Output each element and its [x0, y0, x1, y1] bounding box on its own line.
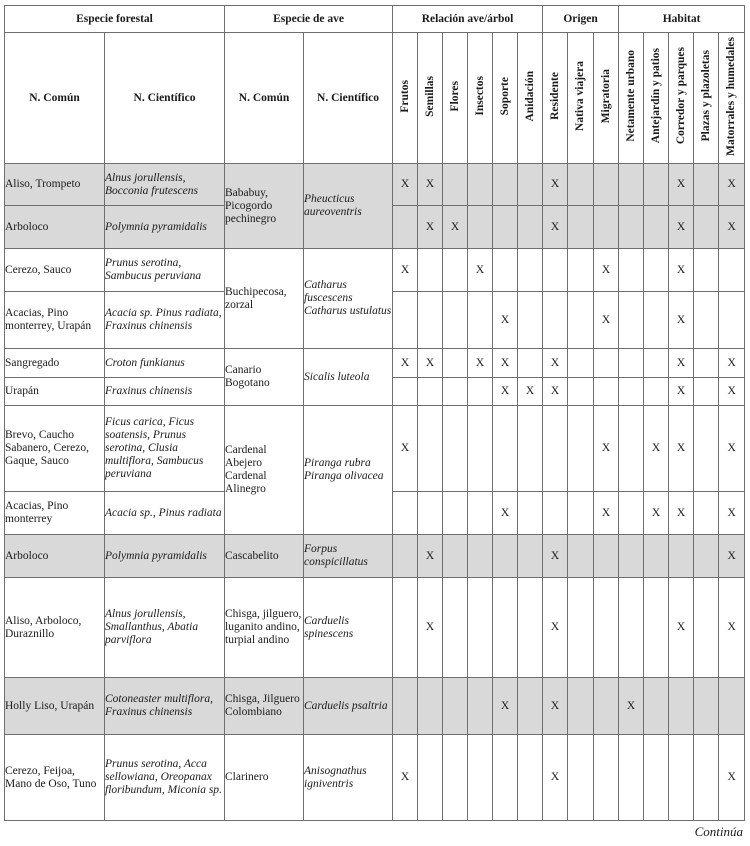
tree-common-name: Acacias, Pino monterrey — [5, 492, 105, 535]
flag-cell — [694, 535, 719, 578]
flag-cell — [418, 678, 443, 735]
continua-label: Continúa — [694, 824, 743, 839]
flag-cell: X — [493, 678, 518, 735]
flag-cell — [443, 349, 468, 378]
bird-scientific-name: Carduelis psaltria — [304, 678, 393, 735]
flag-cell — [468, 292, 493, 349]
flag-cell: X — [719, 735, 745, 821]
header-flag-label: Nativa viajera — [574, 61, 587, 131]
tree-common-name: Holly Liso, Urapán — [5, 678, 105, 735]
flag-cell — [719, 292, 745, 349]
flag-cell — [468, 378, 493, 406]
bird-scientific-name: Piranga rubra Piranga olivacea — [304, 406, 393, 535]
flag-cell — [518, 164, 543, 206]
header-flag-label: Corredor y parques — [674, 47, 687, 145]
flag-cell — [694, 378, 719, 406]
table-row — [5, 349, 745, 378]
header-flag-label: Anidación — [523, 70, 536, 122]
flag-cell — [669, 535, 694, 578]
flag-cell — [719, 678, 745, 735]
tree-scientific-name: Fraxinus chinensis — [105, 378, 225, 406]
flag-cell — [568, 292, 594, 349]
flag-cell — [393, 292, 418, 349]
flag-cell: X — [669, 349, 694, 378]
header-flag-column — [568, 33, 594, 164]
flag-cell — [619, 378, 644, 406]
bird-tree-relation-table — [4, 5, 745, 821]
tree-scientific-name: Polymnia pyramidalis — [105, 206, 225, 249]
bird-common-name: Clarinero — [225, 735, 304, 821]
flag-cell — [468, 164, 493, 206]
header-flag-label: Matorrales y humedales — [725, 36, 738, 156]
flag-cell: X — [644, 492, 669, 535]
header-flag-column — [619, 33, 644, 164]
flag-cell — [468, 206, 493, 249]
flag-cell — [518, 492, 543, 535]
tree-common-name: Aliso, Arboloco, Duraznillo — [5, 578, 105, 678]
flag-cell — [443, 378, 468, 406]
tree-common-name: Arboloco — [5, 206, 105, 249]
flag-cell — [443, 292, 468, 349]
flag-cell — [418, 735, 443, 821]
flag-cell — [443, 535, 468, 578]
flag-cell — [418, 492, 443, 535]
flag-cell — [644, 535, 669, 578]
group-header-habitat: Habitat — [619, 6, 745, 33]
flag-cell — [518, 292, 543, 349]
flag-cell — [418, 378, 443, 406]
tree-common-name: Cerezo, Feijoa, Mano de Oso, Tuno — [5, 735, 105, 821]
header-flag-column — [644, 33, 669, 164]
header-flag-label: Antejardín y patios — [649, 48, 662, 144]
flag-cell — [619, 249, 644, 292]
flag-cell — [644, 349, 669, 378]
flag-cell — [594, 535, 619, 578]
bird-scientific-name: Sicalis luteola — [304, 349, 393, 406]
flag-cell — [694, 249, 719, 292]
group-header-forestal: Especie forestal — [5, 6, 225, 33]
flag-cell — [594, 206, 619, 249]
flag-cell — [493, 206, 518, 249]
flag-cell — [493, 535, 518, 578]
flag-cell: X — [543, 378, 568, 406]
flag-cell — [493, 578, 518, 678]
tree-scientific-name: Alnus jorullensis, Bocconia frutescens — [105, 164, 225, 206]
flag-cell: X — [468, 349, 493, 378]
header-flag-column — [393, 33, 418, 164]
flag-cell: X — [543, 678, 568, 735]
header-flag-column — [493, 33, 518, 164]
header-flag-column — [418, 33, 443, 164]
flag-cell — [518, 578, 543, 678]
table-row — [5, 578, 745, 678]
header-bird-scientific: N. Científico — [304, 33, 393, 164]
flag-cell — [619, 578, 644, 678]
flag-cell: X — [719, 492, 745, 535]
flag-cell — [518, 249, 543, 292]
flag-cell — [594, 378, 619, 406]
bird-scientific-name: Anisognathus igniventris — [304, 735, 393, 821]
flag-cell: X — [493, 492, 518, 535]
flag-cell — [694, 678, 719, 735]
flag-cell: X — [719, 378, 745, 406]
flag-cell — [694, 349, 719, 378]
column-header-row — [5, 33, 745, 164]
flag-cell — [568, 249, 594, 292]
header-flag-label: Soporte — [498, 76, 511, 116]
flag-cell — [418, 249, 443, 292]
flag-cell: X — [543, 578, 568, 678]
flag-cell — [393, 492, 418, 535]
flag-cell — [669, 678, 694, 735]
header-flag-label: Netamente urbano — [624, 50, 637, 142]
flag-cell — [644, 735, 669, 821]
flag-cell — [518, 535, 543, 578]
flag-cell: X — [594, 406, 619, 492]
tree-scientific-name: Cotoneaster multiflora, Fraxinus chinensis — [105, 678, 225, 735]
flag-cell — [644, 249, 669, 292]
flag-cell — [468, 492, 493, 535]
flag-cell: X — [393, 349, 418, 378]
flag-cell — [619, 164, 644, 206]
tree-scientific-name: Acacia sp. Pinus radiata, Fraxinus chinensis — [105, 292, 225, 349]
flag-cell — [418, 292, 443, 349]
header-flag-label: Residente — [548, 72, 561, 120]
table-row — [5, 678, 745, 735]
flag-cell — [393, 535, 418, 578]
flag-cell — [594, 164, 619, 206]
flag-cell: X — [719, 578, 745, 678]
flag-cell — [694, 492, 719, 535]
flag-cell: X — [493, 292, 518, 349]
flag-cell: X — [594, 249, 619, 292]
bird-common-name: Canario Bogotano — [225, 349, 304, 406]
flag-cell: X — [543, 206, 568, 249]
tree-scientific-name: Ficus carica, Ficus soatensis, Prunus serotina, Clusia multiflora, Sambucus peruviana — [105, 406, 225, 492]
flag-cell — [443, 406, 468, 492]
flag-cell — [644, 292, 669, 349]
tree-scientific-name: Prunus serotina, Acca sellowiana, Oreopanax floribundum, Miconia sp. — [105, 735, 225, 821]
flag-cell — [493, 735, 518, 821]
tree-common-name: Aliso, Trompeto — [5, 164, 105, 206]
flag-cell: X — [669, 378, 694, 406]
flag-cell — [644, 678, 669, 735]
flag-cell — [443, 678, 468, 735]
header-flag-column — [719, 33, 745, 164]
flag-cell — [518, 735, 543, 821]
flag-cell — [568, 206, 594, 249]
flag-cell — [568, 378, 594, 406]
bird-scientific-name: Forpus conspicillatus — [304, 535, 393, 578]
flag-cell — [669, 735, 694, 821]
flag-cell — [518, 406, 543, 492]
bird-scientific-name: Catharus fuscescens Catharus ustulatus — [304, 249, 393, 349]
flag-cell: X — [669, 206, 694, 249]
flag-cell — [468, 578, 493, 678]
header-flag-label: Migratoria — [599, 68, 612, 124]
header-flag-label: Frutos — [398, 79, 411, 113]
flag-cell: X — [418, 535, 443, 578]
tree-common-name: Cerezo, Sauco — [5, 249, 105, 292]
flag-cell — [644, 206, 669, 249]
table-row — [5, 406, 745, 492]
flag-cell: X — [669, 492, 694, 535]
tree-scientific-name: Croton funkianus — [105, 349, 225, 378]
flag-cell — [393, 378, 418, 406]
flag-cell — [594, 349, 619, 378]
flag-cell — [619, 535, 644, 578]
flag-cell: X — [393, 164, 418, 206]
table-body — [5, 164, 745, 821]
flag-cell: X — [393, 735, 418, 821]
flag-cell: X — [669, 249, 694, 292]
flag-cell: X — [644, 406, 669, 492]
header-flag-label: Plazas y plazoletas — [699, 50, 712, 142]
flag-cell: X — [619, 678, 644, 735]
table-row — [5, 249, 745, 292]
flag-cell — [694, 406, 719, 492]
flag-cell — [568, 535, 594, 578]
flag-cell: X — [669, 292, 694, 349]
tree-common-name: Urapán — [5, 378, 105, 406]
header-flag-column — [443, 33, 468, 164]
bird-common-name: Cascabelito — [225, 535, 304, 578]
flag-cell — [543, 249, 568, 292]
group-header-row — [5, 6, 745, 33]
flag-cell — [694, 578, 719, 678]
header-flag-column — [694, 33, 719, 164]
header-bird-common: N. Común — [225, 33, 304, 164]
flag-cell — [694, 292, 719, 349]
flag-cell: X — [719, 164, 745, 206]
flag-cell — [568, 406, 594, 492]
flag-cell — [443, 735, 468, 821]
flag-cell — [568, 578, 594, 678]
bird-scientific-name: Carduelis spinescens — [304, 578, 393, 678]
flag-cell: X — [518, 378, 543, 406]
group-header-origen: Origen — [543, 6, 619, 33]
flag-cell — [619, 349, 644, 378]
flag-cell: X — [418, 349, 443, 378]
flag-cell — [568, 164, 594, 206]
bird-scientific-name: Pheucticus aureoventris — [304, 164, 393, 249]
flag-cell — [518, 678, 543, 735]
flag-cell — [619, 492, 644, 535]
table-row — [5, 164, 745, 206]
flag-cell — [694, 206, 719, 249]
header-flag-label: Insectos — [473, 76, 486, 116]
flag-cell — [619, 406, 644, 492]
flag-cell: X — [594, 292, 619, 349]
flag-cell — [468, 735, 493, 821]
flag-cell: X — [669, 406, 694, 492]
flag-cell: X — [669, 164, 694, 206]
header-tree-scientific: N. Científico — [105, 33, 225, 164]
flag-cell: X — [468, 249, 493, 292]
tree-common-name: Acacias, Pino monterrey, Urapán — [5, 292, 105, 349]
flag-cell — [694, 164, 719, 206]
flag-cell: X — [719, 406, 745, 492]
flag-cell — [568, 349, 594, 378]
flag-cell — [468, 678, 493, 735]
tree-common-name: Sangregado — [5, 349, 105, 378]
header-flag-column — [518, 33, 543, 164]
bird-common-name: Chisga, Jilguero Colombiano — [225, 678, 304, 735]
flag-cell — [594, 678, 619, 735]
flag-cell — [518, 206, 543, 249]
flag-cell: X — [719, 535, 745, 578]
flag-cell: X — [393, 406, 418, 492]
flag-cell — [594, 578, 619, 678]
tree-scientific-name: Polymnia pyramidalis — [105, 535, 225, 578]
flag-cell: X — [719, 349, 745, 378]
flag-cell — [518, 349, 543, 378]
flag-cell: X — [719, 206, 745, 249]
bird-common-name: Buchipecosa, zorzal — [225, 249, 304, 349]
flag-cell — [468, 535, 493, 578]
flag-cell — [443, 578, 468, 678]
bird-common-name: Cardenal Abejero Cardenal Alinegro — [225, 406, 304, 535]
flag-cell: X — [594, 492, 619, 535]
flag-cell: X — [418, 206, 443, 249]
flag-cell — [443, 492, 468, 535]
flag-cell — [493, 406, 518, 492]
table-row — [5, 735, 745, 821]
table-row — [5, 535, 745, 578]
flag-cell — [619, 292, 644, 349]
flag-cell — [543, 406, 568, 492]
flag-cell — [694, 735, 719, 821]
flag-cell: X — [443, 206, 468, 249]
flag-cell — [468, 406, 493, 492]
header-flag-label: Semillas — [423, 75, 436, 117]
flag-cell — [418, 406, 443, 492]
tree-scientific-name: Alnus jorullensis, Smallanthus, Abatia parviflora — [105, 578, 225, 678]
bird-common-name: Chisga, jilguero, luganito andino, turpial andino — [225, 578, 304, 678]
flag-cell: X — [418, 164, 443, 206]
header-flag-column — [543, 33, 568, 164]
header-flag-column — [594, 33, 619, 164]
group-header-ave: Especie de ave — [225, 6, 393, 33]
flag-cell — [644, 164, 669, 206]
header-flag-column — [669, 33, 694, 164]
flag-cell — [543, 492, 568, 535]
flag-cell — [393, 678, 418, 735]
flag-cell — [493, 164, 518, 206]
flag-cell: X — [418, 578, 443, 678]
flag-cell: X — [669, 578, 694, 678]
flag-cell — [568, 678, 594, 735]
flag-cell — [568, 492, 594, 535]
flag-cell — [594, 735, 619, 821]
flag-cell: X — [543, 535, 568, 578]
flag-cell — [619, 735, 644, 821]
flag-cell — [393, 578, 418, 678]
tree-scientific-name: Acacia sp., Pinus radiata — [105, 492, 225, 535]
flag-cell — [568, 735, 594, 821]
bird-common-name: Bababuy, Picogordo pechinegro — [225, 164, 304, 249]
header-tree-common: N. Común — [5, 33, 105, 164]
flag-cell — [393, 206, 418, 249]
flag-cell — [493, 249, 518, 292]
flag-cell — [543, 292, 568, 349]
group-header-relacion: Relación ave/árbol — [393, 6, 543, 33]
flag-cell: X — [493, 349, 518, 378]
flag-cell: X — [393, 249, 418, 292]
flag-cell — [719, 249, 745, 292]
flag-cell — [644, 578, 669, 678]
header-flag-label: Flores — [448, 80, 461, 112]
header-flag-column — [468, 33, 493, 164]
tree-scientific-name: Prunus serotina, Sambucus peruviana — [105, 249, 225, 292]
tree-common-name: Arboloco — [5, 535, 105, 578]
flag-cell — [443, 249, 468, 292]
flag-cell — [443, 164, 468, 206]
flag-cell: X — [493, 378, 518, 406]
flag-cell: X — [543, 164, 568, 206]
flag-cell — [644, 378, 669, 406]
tree-common-name: Brevo, Caucho Sabanero, Cerezo, Gaque, Sauco — [5, 406, 105, 492]
flag-cell: X — [543, 735, 568, 821]
flag-cell: X — [543, 349, 568, 378]
flag-cell — [619, 206, 644, 249]
